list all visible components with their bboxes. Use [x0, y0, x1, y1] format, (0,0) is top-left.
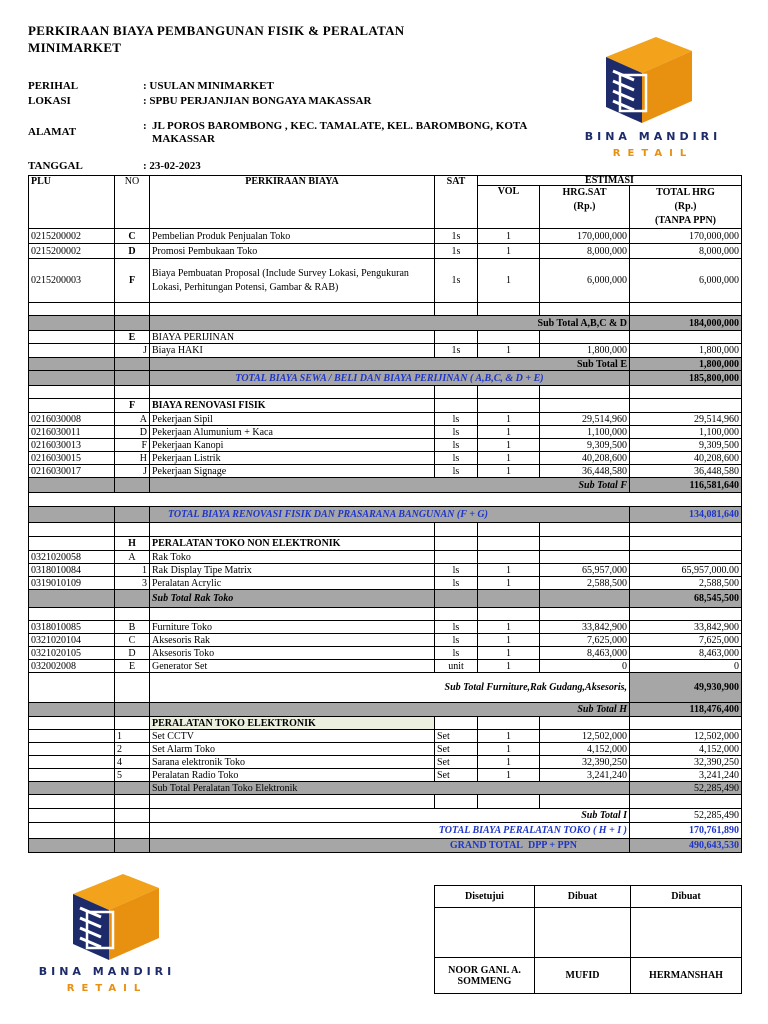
table-row — [29, 621, 742, 634]
no-cell: F — [115, 439, 150, 452]
plu-cell: 0318010085 — [29, 621, 115, 634]
table-row — [29, 660, 742, 673]
sat-cell: 1s — [435, 229, 478, 244]
subtotal-label: Sub Total E — [150, 358, 630, 371]
no-cell: A — [115, 551, 150, 564]
desc-cell: Set Alarm Toko — [150, 743, 435, 756]
total-cell: 2,588,500 — [630, 577, 742, 590]
table-row — [29, 344, 742, 358]
total-cell: 7,625,000 — [630, 634, 742, 647]
sat-cell: ls — [435, 647, 478, 660]
subtotal-label: Sub Total F — [150, 478, 630, 493]
no-cell: 1 — [115, 564, 150, 577]
vol-cell: 1 — [478, 426, 540, 439]
total-label: TOTAL BIAYA PERALATAN TOKO ( H + I ) — [150, 823, 630, 839]
table-row — [29, 465, 742, 478]
subtotal-label: Sub Total Peralatan Toko Elektronik — [150, 782, 630, 795]
sat-cell: ls — [435, 465, 478, 478]
vol-cell: 1 — [478, 756, 540, 769]
table-row — [29, 634, 742, 647]
alamat-colon: : — [143, 120, 147, 132]
total-label: TOTAL BIAYA SEWA / BELI DAN BIAYA PERIJINAN ( A,B,C, & D + E) — [150, 371, 630, 386]
table-row — [29, 439, 742, 452]
subtotal-value: 49,930,900 — [630, 673, 742, 703]
signature-header-made: Dibuat — [535, 886, 631, 908]
sat-cell: 1s — [435, 259, 478, 303]
total-cell: 8,000,000 — [630, 244, 742, 259]
no-cell: 4 — [115, 756, 150, 769]
subtotal-value: 68,545,500 — [630, 590, 742, 608]
signature-table — [434, 885, 742, 994]
sat-cell: Set — [435, 730, 478, 743]
plu-cell: 0319010109 — [29, 577, 115, 590]
hrg-cell: 170,000,000 — [540, 229, 630, 244]
plu-cell: 0318010084 — [29, 564, 115, 577]
subtotal-label: Sub Total I — [150, 809, 630, 823]
table-row — [29, 259, 742, 303]
signature-header-row — [435, 886, 742, 908]
no-cell: 2 — [115, 743, 150, 756]
table-row — [29, 730, 742, 743]
col-hrg-sat-label: HRG.SAT — [562, 187, 607, 198]
col-vol: VOL — [478, 186, 540, 229]
sat-cell: unit — [435, 660, 478, 673]
company-logo-bottom-icon — [63, 872, 163, 962]
col-total-label: TOTAL HRG — [656, 187, 715, 198]
plu-cell: 0215200002 — [29, 229, 115, 244]
desc-cell: Pekerjaan Kanopi — [150, 439, 435, 452]
perihal-label: PERIHAL — [28, 80, 79, 92]
no-cell: D — [115, 647, 150, 660]
subtotal-label: Sub Total H — [150, 703, 630, 717]
grand-total-row — [29, 839, 742, 853]
spacer-row — [29, 608, 742, 621]
brand-sub-bottom: RETAIL — [66, 983, 148, 994]
hrg-cell: 1,800,000 — [540, 344, 630, 358]
subtotal-row — [29, 782, 742, 795]
desc-cell: Pekerjaan Listrik — [150, 452, 435, 465]
total-cell: 29,514,960 — [630, 413, 742, 426]
total-cell: 0 — [630, 660, 742, 673]
hrg-cell: 33,842,900 — [540, 621, 630, 634]
total-label: TOTAL BIAYA RENOVASI FISIK DAN PRASARANA BANGUNAN (F + G) — [150, 507, 630, 523]
plu-cell: 0321020105 — [29, 647, 115, 660]
desc-cell: Furniture Toko — [150, 621, 435, 634]
section-no: H — [115, 537, 150, 551]
total-cell: 170,000,000 — [630, 229, 742, 244]
desc-cell: Biaya HAKI — [150, 344, 435, 358]
table-row — [29, 769, 742, 782]
subtotal-row — [29, 590, 742, 608]
subtotal-row — [29, 673, 742, 703]
section-title: BIAYA PERIJINAN — [150, 331, 435, 344]
no-cell: B — [115, 621, 150, 634]
sat-cell: ls — [435, 452, 478, 465]
document-title: PERKIRAAN BIAYA PEMBANGUNAN FISIK & PERALATAN MINIMARKET — [28, 23, 405, 55]
hrg-cell: 36,448,580 — [540, 465, 630, 478]
table-row — [29, 452, 742, 465]
total-cell: 32,390,250 — [630, 756, 742, 769]
hrg-cell: 32,390,250 — [540, 756, 630, 769]
desc-cell: Set CCTV — [150, 730, 435, 743]
signature-header-made-2: Dibuat — [631, 886, 742, 908]
alamat-label: ALAMAT — [28, 126, 77, 138]
total-cell: 3,241,240 — [630, 769, 742, 782]
plu-cell: 0321020058 — [29, 551, 115, 564]
hrg-cell: 29,514,960 — [540, 413, 630, 426]
no-cell: C — [115, 229, 150, 244]
hrg-cell: 40,208,600 — [540, 452, 630, 465]
brand-sub: RETAIL — [612, 148, 694, 159]
col-sat: SAT — [435, 176, 478, 229]
subtotal-value: 52,285,490 — [630, 809, 742, 823]
sat-cell: ls — [435, 426, 478, 439]
col-estimasi: ESTIMASI — [478, 176, 742, 186]
desc-cell: Peralatan Radio Toko — [150, 769, 435, 782]
table-row — [29, 413, 742, 426]
no-cell: 1 — [115, 730, 150, 743]
alamat-value: JL POROS BAROMBONG , KEC. TAMALATE, KEL. BAROMBONG, KOTA MAKASSAR — [152, 120, 527, 145]
desc-cell: Pekerjaan Alumunium + Kaca — [150, 426, 435, 439]
table-row — [29, 426, 742, 439]
table-row — [29, 647, 742, 660]
desc-cell: Peralatan Acrylic — [150, 577, 435, 590]
total-cell: 33,842,900 — [630, 621, 742, 634]
cost-table — [28, 175, 742, 853]
total-cell: 36,448,580 — [630, 465, 742, 478]
vol-cell: 1 — [478, 743, 540, 756]
sat-cell: Set — [435, 756, 478, 769]
lokasi-value: : SPBU PERJANJIAN BONGAYA MAKASSAR — [143, 95, 372, 107]
hrg-cell: 3,241,240 — [540, 769, 630, 782]
sat-cell: ls — [435, 413, 478, 426]
col-biaya: PERKIRAAN BIAYA — [150, 176, 435, 229]
total-cell: 1,800,000 — [630, 344, 742, 358]
hrg-cell: 9,309,500 — [540, 439, 630, 452]
desc-cell: Rak Display Tipe Matrix — [150, 564, 435, 577]
desc-cell: Generator Set — [150, 660, 435, 673]
company-logo-icon — [596, 35, 696, 125]
total-value: 185,800,000 — [630, 371, 742, 386]
subtotal-value: 52,285,490 — [630, 782, 742, 795]
spacer-row — [29, 493, 742, 507]
grand-total-label-sub: DPP + PPN — [527, 840, 577, 851]
hrg-cell: 2,588,500 — [540, 577, 630, 590]
plu-cell: 0321020104 — [29, 634, 115, 647]
no-cell: J — [115, 344, 150, 358]
no-cell: E — [115, 660, 150, 673]
signature-names-row — [435, 958, 742, 994]
no-cell: 5 — [115, 769, 150, 782]
table-row — [29, 577, 742, 590]
total-value: 170,761,890 — [630, 823, 742, 839]
desc-cell: Sarana elektronik Toko — [150, 756, 435, 769]
section-title: BIAYA RENOVASI FISIK — [150, 399, 435, 413]
lokasi-label: LOKASI — [28, 95, 71, 107]
subtotal-label: Sub Total A,B,C & D — [150, 316, 630, 331]
total-cell: 8,463,000 — [630, 647, 742, 660]
subtotal-row — [29, 316, 742, 331]
no-cell: 3 — [115, 577, 150, 590]
desc-cell: Aksesoris Rak — [150, 634, 435, 647]
hrg-cell: 4,152,000 — [540, 743, 630, 756]
sat-cell: Set — [435, 769, 478, 782]
header-row-1 — [29, 176, 742, 186]
table-row — [29, 551, 742, 564]
vol-cell: 1 — [478, 229, 540, 244]
col-hrg-sat-unit: (Rp.) — [573, 201, 596, 212]
section-title: PERALATAN TOKO ELEKTRONIK — [150, 717, 435, 730]
total-cell: 6,000,000 — [630, 259, 742, 303]
desc-cell: Biaya Pembuatan Proposal (Include Survey Lokasi, Pengukuran Lokasi, Perhitungan Potensi, Gambar & RAB) — [150, 259, 435, 303]
perihal-value: : USULAN MINIMARKET — [143, 80, 274, 92]
col-total-note: (TANPA PPN) — [654, 215, 716, 226]
brand-name-bottom: BINA MANDIRI — [38, 965, 176, 978]
sat-cell: Set — [435, 743, 478, 756]
no-cell: H — [115, 452, 150, 465]
hrg-cell: 0 — [540, 660, 630, 673]
total-row — [29, 371, 742, 386]
table-row — [29, 244, 742, 259]
vol-cell: 1 — [478, 647, 540, 660]
plu-cell: 0216030008 — [29, 413, 115, 426]
vol-cell: 1 — [478, 244, 540, 259]
spacer-row — [29, 303, 742, 316]
hrg-cell: 12,502,000 — [540, 730, 630, 743]
hrg-cell: 8,000,000 — [540, 244, 630, 259]
table-row — [29, 564, 742, 577]
sat-cell: ls — [435, 439, 478, 452]
grand-total-label-text: GRAND TOTAL — [449, 840, 523, 851]
sat-cell: ls — [435, 621, 478, 634]
plu-cell: 0216030013 — [29, 439, 115, 452]
hrg-cell: 1,100,000 — [540, 426, 630, 439]
hrg-cell: 65,957,000 — [540, 564, 630, 577]
total-cell: 9,309,500 — [630, 439, 742, 452]
no-cell: A — [115, 413, 150, 426]
brand-block-top — [578, 130, 728, 159]
total-value: 134,081,640 — [630, 507, 742, 523]
no-cell: F — [115, 259, 150, 303]
table-row — [29, 743, 742, 756]
tanggal-value: : 23-02-2023 — [143, 160, 201, 172]
vol-cell: 1 — [478, 621, 540, 634]
vol-cell: 1 — [478, 413, 540, 426]
no-cell: D — [115, 244, 150, 259]
spacer-row — [29, 795, 742, 809]
vol-cell: 1 — [478, 577, 540, 590]
total-cell: 40,208,600 — [630, 452, 742, 465]
desc-cell: Pekerjaan Sipil — [150, 413, 435, 426]
subtotal-value: 118,476,400 — [630, 703, 742, 717]
subtotal-value: 1,800,000 — [630, 358, 742, 371]
vol-cell: 1 — [478, 452, 540, 465]
grand-total-label — [150, 839, 630, 853]
col-no: NO — [115, 176, 150, 229]
signatory-name: MUFID — [535, 958, 631, 994]
desc-cell: Pembelian Produk Penjualan Toko — [150, 229, 435, 244]
section-row — [29, 537, 742, 551]
vol-cell: 1 — [478, 465, 540, 478]
subtotal-row — [29, 358, 742, 371]
vol-cell: 1 — [478, 439, 540, 452]
spacer-row — [29, 386, 742, 399]
plu-cell: 0215200003 — [29, 259, 115, 303]
total-cell: 1,100,000 — [630, 426, 742, 439]
vol-cell: 1 — [478, 769, 540, 782]
signature-space-row — [435, 908, 742, 958]
plu-cell: 0216030011 — [29, 426, 115, 439]
brand-name: BINA MANDIRI — [584, 130, 722, 143]
col-plu: PLU — [29, 176, 115, 229]
total-cell: 4,152,000 — [630, 743, 742, 756]
no-cell: D — [115, 426, 150, 439]
hrg-cell: 7,625,000 — [540, 634, 630, 647]
subtotal-row — [29, 478, 742, 493]
subtotal-label: Sub Total Furniture,Rak Gudang,Aksesoris, — [150, 673, 630, 703]
section-row — [29, 717, 742, 730]
total-cell: 65,957,000.00 — [630, 564, 742, 577]
vol-cell: 1 — [478, 730, 540, 743]
desc-cell: Rak Toko — [150, 551, 435, 564]
section-row — [29, 399, 742, 413]
total-cell: 12,502,000 — [630, 730, 742, 743]
col-total — [630, 186, 742, 229]
vol-cell: 1 — [478, 564, 540, 577]
vol-cell: 1 — [478, 634, 540, 647]
section-no: E — [115, 331, 150, 344]
vol-cell: 1 — [478, 660, 540, 673]
subtotal-row — [29, 809, 742, 823]
total-row — [29, 507, 742, 523]
hrg-cell: 8,463,000 — [540, 647, 630, 660]
total-row — [29, 823, 742, 839]
sat-cell: ls — [435, 564, 478, 577]
sat-cell: 1s — [435, 344, 478, 358]
desc-cell: Pekerjaan Signage — [150, 465, 435, 478]
tanggal-label: TANGGAL — [28, 160, 83, 172]
signatory-name: NOOR GANI. A. SOMMENG — [435, 958, 535, 994]
plu-cell: 0216030017 — [29, 465, 115, 478]
table-row — [29, 756, 742, 769]
desc-cell: Promosi Pembukaan Toko — [150, 244, 435, 259]
hrg-cell: 6,000,000 — [540, 259, 630, 303]
signature-header-approved: Disetujui — [435, 886, 535, 908]
plu-cell: 0215200002 — [29, 244, 115, 259]
table-row — [29, 229, 742, 244]
signatory-name: HERMANSHAH — [631, 958, 742, 994]
plu-cell: 032002008 — [29, 660, 115, 673]
no-cell: C — [115, 634, 150, 647]
vol-cell: 1 — [478, 259, 540, 303]
grand-total-value: 490,643,530 — [630, 839, 742, 853]
subtotal-label: Sub Total Rak Toko — [150, 590, 435, 608]
plu-cell: 0216030015 — [29, 452, 115, 465]
section-no: F — [115, 399, 150, 413]
subtotal-row — [29, 703, 742, 717]
vol-cell: 1 — [478, 344, 540, 358]
desc-cell: Aksesoris Toko — [150, 647, 435, 660]
no-cell: J — [115, 465, 150, 478]
spacer-row — [29, 523, 742, 537]
col-hrg-sat — [540, 186, 630, 229]
subtotal-value: 184,000,000 — [630, 316, 742, 331]
section-row — [29, 331, 742, 344]
sat-cell: ls — [435, 634, 478, 647]
sat-cell: 1s — [435, 244, 478, 259]
subtotal-value: 116,581,640 — [630, 478, 742, 493]
col-total-unit: (Rp.) — [674, 201, 697, 212]
section-title: PERALATAN TOKO NON ELEKTRONIK — [150, 537, 435, 551]
brand-block-bottom — [32, 965, 182, 994]
sat-cell: ls — [435, 577, 478, 590]
